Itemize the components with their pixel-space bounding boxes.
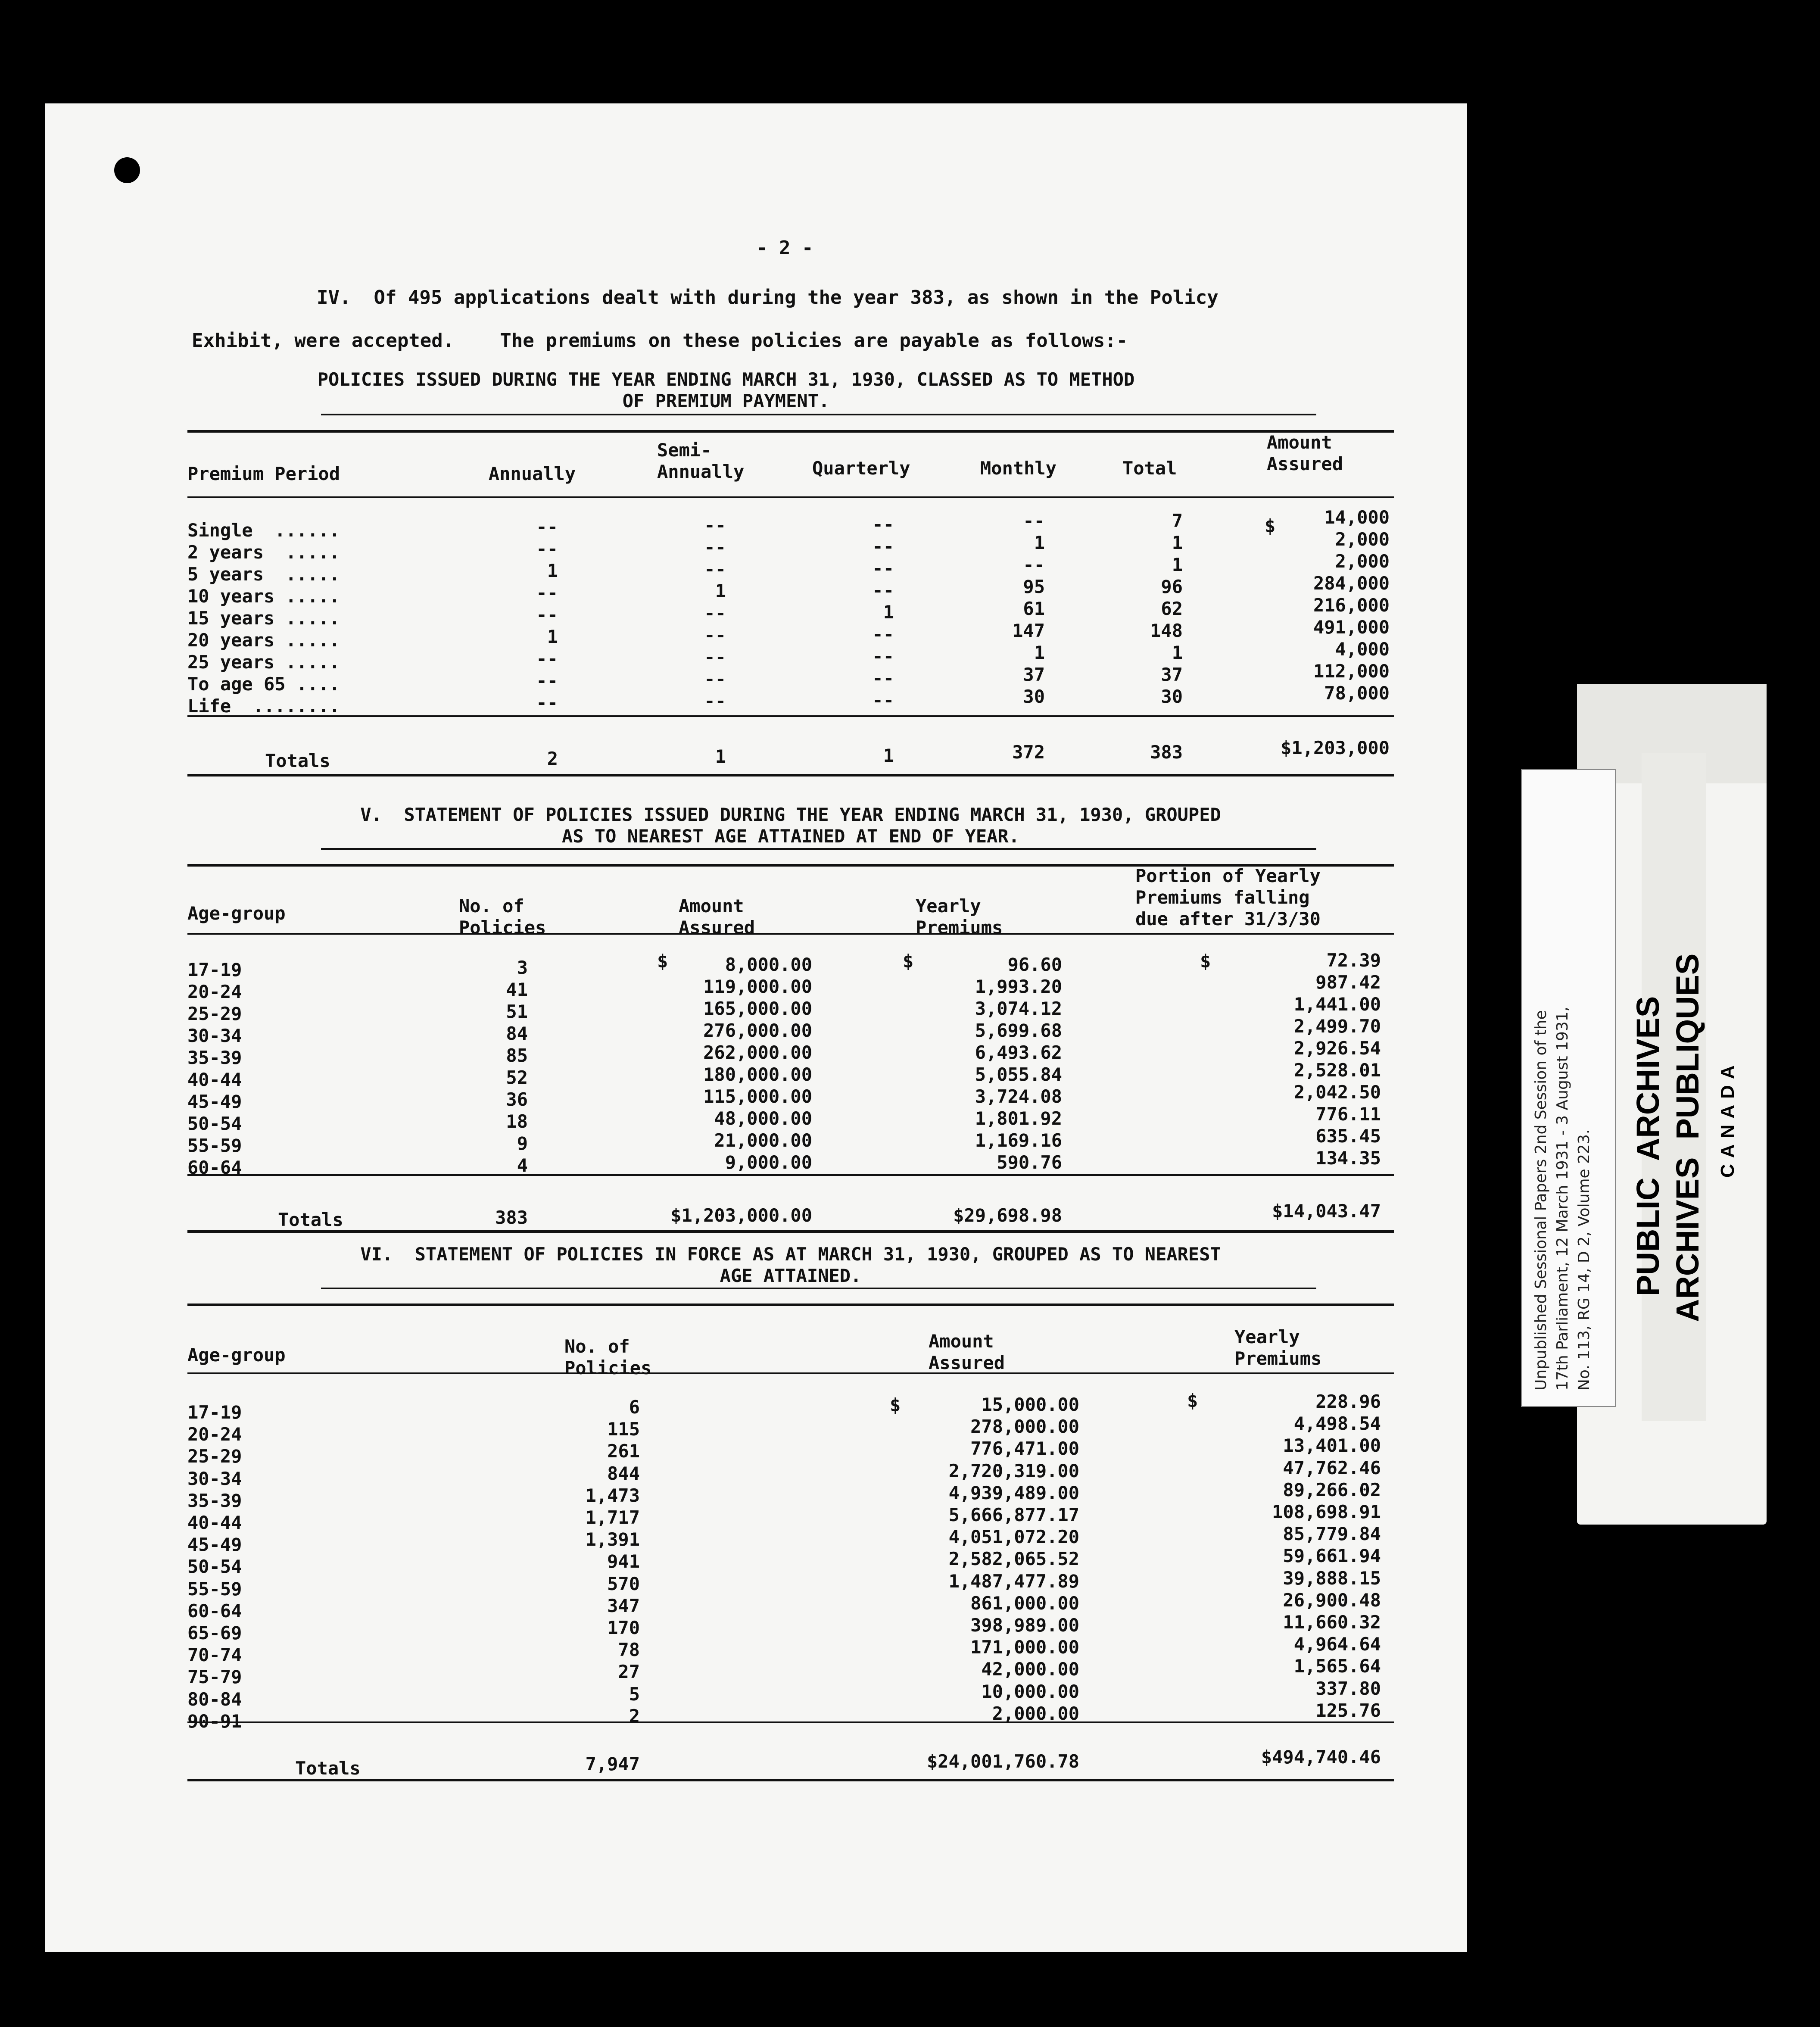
total-amount: $1,203,000 xyxy=(1281,737,1390,758)
policy-count-cell: 3 xyxy=(517,957,528,978)
amount-assured-cell: 398,989.00 xyxy=(970,1615,1079,1636)
monthly-cell: 95 xyxy=(1023,576,1045,597)
yearly-premiums-cell: 1,169.16 xyxy=(975,1130,1062,1151)
header-total: Total xyxy=(1122,458,1177,479)
portion-due-cell: 2,528.01 xyxy=(1293,1060,1381,1081)
amount-assured-cell: 4,051,072.20 xyxy=(948,1526,1079,1548)
portion-due-cell: 2,042.50 xyxy=(1293,1082,1381,1103)
total-cell: 148 xyxy=(1150,620,1183,641)
amount-assured-cell: 171,000.00 xyxy=(970,1637,1079,1658)
semi-annually-cell: -- xyxy=(704,690,726,711)
yearly-premiums-cell: 47,762.46 xyxy=(1283,1457,1381,1478)
yearly-premiums-cell: 4,498.54 xyxy=(1293,1413,1381,1434)
amount-assured-cell: 48,000.00 xyxy=(714,1108,812,1129)
monthly-cell: 1 xyxy=(1034,642,1045,663)
table-v-end-rule xyxy=(187,1230,1394,1233)
amount-assured-cell: 262,000.00 xyxy=(703,1042,812,1063)
premium-period-label: 5 years ..... xyxy=(187,564,340,585)
yearly-premiums-cell: 337.80 xyxy=(1315,1678,1381,1699)
header-amount-assured: Amount Assured xyxy=(679,895,755,938)
age-group-cell: 80-84 xyxy=(187,1688,242,1710)
amount-assured-cell: 278,000.00 xyxy=(970,1416,1079,1438)
policy-count-cell: 570 xyxy=(607,1573,640,1594)
premium-period-label: 25 years ..... xyxy=(187,652,340,673)
amount-assured-cell: 776,471.00 xyxy=(970,1438,1079,1459)
table-vi-title-2: AGE ATTAINED. xyxy=(720,1265,862,1286)
premium-period-label: 20 years ..... xyxy=(187,630,340,651)
archive-reference-slip xyxy=(1521,769,1616,1407)
semi-annually-cell: -- xyxy=(704,646,726,667)
age-group-cell: 20-24 xyxy=(187,1424,242,1445)
total-quarterly: 1 xyxy=(883,745,894,766)
total-semi: 1 xyxy=(715,746,726,767)
amount-assured-cell: 1,487,477.89 xyxy=(948,1570,1079,1592)
premium-period-label: Single ...... xyxy=(187,520,340,541)
quarterly-cell: -- xyxy=(872,646,894,667)
yearly-premiums-cell: 3,724.08 xyxy=(975,1086,1062,1107)
portion-due-cell: 1,441.00 xyxy=(1293,994,1381,1015)
policy-count-cell: 6 xyxy=(629,1397,640,1418)
yearly-premiums-cell: 3,074.12 xyxy=(975,998,1062,1019)
table-iv-title-1: POLICIES ISSUED DURING THE YEAR ENDING MARCH 31, 1930, CLASSED AS TO METHOD xyxy=(317,369,1135,390)
yearly-premiums-cell: 89,266.02 xyxy=(1283,1479,1381,1500)
quarterly-cell: 1 xyxy=(883,602,894,623)
yearly-premiums-cell: 39,888.15 xyxy=(1283,1567,1381,1589)
archive-card-line-1: PUBLIC ARCHIVES xyxy=(1630,996,1666,1296)
age-group-cell: 35-39 xyxy=(187,1047,242,1068)
table-v-title-2: AS TO NEAREST AGE ATTAINED AT END OF YEAR. xyxy=(561,826,1020,847)
age-group-cell: 60-64 xyxy=(187,1600,242,1622)
annually-cell: -- xyxy=(536,604,558,625)
dollar-sign: $ xyxy=(903,951,914,972)
total-amount: $24,001,760.78 xyxy=(926,1751,1079,1772)
yearly-premiums-cell: 1,801.92 xyxy=(975,1108,1062,1129)
table-vi-title-underline xyxy=(321,1288,1316,1289)
policy-count-cell: 1,391 xyxy=(585,1529,640,1550)
semi-annually-cell: -- xyxy=(704,602,726,624)
amount-assured-cell: 2,000 xyxy=(1335,529,1390,550)
table-iv-end-rule xyxy=(187,774,1394,776)
header-age-group: Age-group xyxy=(187,903,286,924)
policy-count-cell: 78 xyxy=(618,1639,640,1661)
header-yearly-premiums: Yearly Premiums xyxy=(1234,1326,1322,1369)
table-v-title-underline xyxy=(321,848,1316,850)
monthly-cell: 1 xyxy=(1034,532,1045,553)
annually-cell: 1 xyxy=(547,626,558,647)
table-iv-bottom-rule xyxy=(187,715,1394,717)
table-vi-bottom-rule xyxy=(187,1721,1394,1723)
policy-count-cell: 1,473 xyxy=(585,1484,640,1506)
yearly-premiums-cell: 108,698.91 xyxy=(1272,1501,1381,1522)
amount-assured-cell: 276,000.00 xyxy=(703,1020,812,1041)
amount-assured-cell: 491,000 xyxy=(1313,617,1390,638)
archive-card-line-2: ARCHIVES PUBLIQUES xyxy=(1670,953,1705,1322)
policy-count-cell: 27 xyxy=(618,1661,640,1683)
policy-count-cell: 261 xyxy=(607,1441,640,1462)
header-amount-assured: Amount Assured xyxy=(1267,432,1343,474)
header-premium-period: Premium Period xyxy=(187,463,340,484)
policy-count-cell: 41 xyxy=(506,979,528,1000)
yearly-premiums-cell: 4,964.64 xyxy=(1293,1634,1381,1655)
age-group-cell: 55-59 xyxy=(187,1578,242,1600)
portion-due-cell: 635.45 xyxy=(1315,1126,1381,1147)
dollar-sign: $ xyxy=(657,951,668,972)
total-cell: 62 xyxy=(1161,598,1183,619)
premium-period-label: 2 years ..... xyxy=(187,542,340,563)
total-cell: 30 xyxy=(1161,686,1183,707)
yearly-premiums-cell: 5,699.68 xyxy=(975,1020,1062,1041)
portion-due-cell: 134.35 xyxy=(1315,1148,1381,1169)
age-group-cell: 40-44 xyxy=(187,1069,242,1090)
portion-due-cell: 72.39 xyxy=(1326,950,1381,971)
total-cell: 1 xyxy=(1172,554,1183,575)
totals-label: Totals xyxy=(278,1209,343,1230)
amount-assured-cell: 78,000 xyxy=(1324,683,1390,704)
semi-annually-cell: -- xyxy=(704,668,726,689)
yearly-premiums-cell: 85,779.84 xyxy=(1283,1523,1381,1545)
total-annually: 2 xyxy=(547,748,558,769)
policy-count-cell: 4 xyxy=(517,1155,528,1176)
age-group-cell: 25-29 xyxy=(187,1446,242,1467)
age-group-cell: 50-54 xyxy=(187,1556,242,1578)
portion-due-cell: 776.11 xyxy=(1315,1104,1381,1125)
amount-assured-cell: 14,000 xyxy=(1324,507,1390,528)
archive-card-line-3: CANADA xyxy=(1717,1059,1738,1178)
yearly-premiums-cell: 5,055.84 xyxy=(975,1064,1062,1085)
policy-count-cell: 9 xyxy=(517,1133,528,1154)
quarterly-cell: -- xyxy=(872,580,894,601)
amount-assured-cell: 15,000.00 xyxy=(981,1394,1079,1415)
amount-assured-cell: 2,000.00 xyxy=(992,1703,1079,1724)
age-group-cell: 35-39 xyxy=(187,1490,242,1511)
total-premiums: $29,698.98 xyxy=(953,1205,1062,1226)
amount-assured-cell: 8,000.00 xyxy=(725,954,812,975)
policy-count-cell: 347 xyxy=(607,1595,640,1616)
policy-count-cell: 84 xyxy=(506,1023,528,1044)
yearly-premiums-cell: 228.96 xyxy=(1315,1391,1381,1412)
monthly-cell: 30 xyxy=(1023,686,1045,707)
amount-assured-cell: 119,000.00 xyxy=(703,976,812,997)
premium-period-label: 10 years ..... xyxy=(187,586,340,607)
semi-annually-cell: -- xyxy=(704,558,726,580)
age-group-cell: 60-64 xyxy=(187,1157,242,1178)
amount-assured-cell: 115,000.00 xyxy=(703,1086,812,1107)
age-group-cell: 45-49 xyxy=(187,1091,242,1112)
quarterly-cell: -- xyxy=(872,689,894,711)
total-monthly: 372 xyxy=(1012,742,1045,763)
table-vi-end-rule xyxy=(187,1779,1394,1781)
header-quarterly: Quarterly xyxy=(812,458,910,479)
monthly-cell: -- xyxy=(1023,510,1045,531)
portion-due-cell: 987.42 xyxy=(1315,972,1381,993)
table-iv-top-rule xyxy=(187,430,1394,433)
semi-annually-cell: -- xyxy=(704,536,726,558)
yearly-premiums-cell: 26,900.48 xyxy=(1283,1589,1381,1611)
header-annually: Annually xyxy=(488,463,576,484)
policy-count-cell: 1,717 xyxy=(585,1507,640,1528)
quarterly-cell: -- xyxy=(872,536,894,557)
yearly-premiums-cell: 96.60 xyxy=(1007,954,1062,975)
annually-cell: -- xyxy=(536,538,558,559)
yearly-premiums-cell: 13,401.00 xyxy=(1283,1435,1381,1456)
dollar-sign: $ xyxy=(1187,1390,1198,1411)
dollar-sign: $ xyxy=(1265,515,1276,536)
age-group-cell: 65-69 xyxy=(187,1622,242,1643)
total-cell: 7 xyxy=(1172,510,1183,531)
policy-count-cell: 18 xyxy=(506,1111,528,1132)
premium-period-label: To age 65 .... xyxy=(187,674,340,695)
punch-hole xyxy=(114,157,140,183)
amount-assured-cell: 42,000.00 xyxy=(981,1659,1079,1680)
table-vi-title-1: VI. STATEMENT OF POLICIES IN FORCE AS AT MARCH 31, 1930, GROUPED AS TO NEAREST xyxy=(360,1244,1221,1265)
amount-assured-cell: 4,939,489.00 xyxy=(948,1482,1079,1503)
age-group-cell: 55-59 xyxy=(187,1135,242,1156)
total-total: 383 xyxy=(1150,742,1183,763)
archive-slip-line-3: No. 113, RG 14, D 2, Volume 223. xyxy=(1575,1129,1593,1391)
amount-assured-cell: 165,000.00 xyxy=(703,998,812,1019)
age-group-cell: 90-91 xyxy=(187,1710,242,1732)
table-v-header-rule xyxy=(187,933,1394,935)
header-amount-assured: Amount Assured xyxy=(929,1331,1005,1373)
header-monthly: Monthly xyxy=(980,458,1057,479)
table-v-title-1: V. STATEMENT OF POLICIES ISSUED DURING THE YEAR ENDING MARCH 31, 1930, GROUPED xyxy=(360,804,1221,825)
yearly-premiums-cell: 6,493.62 xyxy=(975,1042,1062,1063)
total-cell: 1 xyxy=(1172,642,1183,663)
table-vi-top-rule xyxy=(187,1304,1394,1306)
age-group-cell: 45-49 xyxy=(187,1534,242,1556)
monthly-cell: -- xyxy=(1023,554,1045,575)
document-page xyxy=(45,103,1467,1952)
age-group-cell: 25-29 xyxy=(187,1003,242,1024)
annually-cell: -- xyxy=(536,582,558,603)
amount-assured-cell: 284,000 xyxy=(1313,573,1390,594)
monthly-cell: 147 xyxy=(1012,620,1045,641)
quarterly-cell: -- xyxy=(872,514,894,535)
table-iv-header-rule xyxy=(187,496,1394,498)
amount-assured-cell: 2,720,319.00 xyxy=(948,1460,1079,1481)
age-group-cell: 70-74 xyxy=(187,1644,242,1666)
totals-label: Totals xyxy=(265,750,330,771)
header-no-of-policies: No. of Policies xyxy=(459,895,546,938)
amount-assured-cell: 180,000.00 xyxy=(703,1064,812,1085)
semi-annually-cell: -- xyxy=(704,515,726,536)
age-group-cell: 30-34 xyxy=(187,1468,242,1489)
intro-line-1: IV. Of 495 applications dealt with during the year 383, as shown in the Policy xyxy=(317,287,1219,309)
semi-annually-cell: -- xyxy=(704,624,726,646)
policy-count-cell: 85 xyxy=(506,1045,528,1066)
total-amount: $1,203,000.00 xyxy=(670,1205,812,1226)
annually-cell: -- xyxy=(536,670,558,691)
quarterly-cell: -- xyxy=(872,558,894,579)
policy-count-cell: 52 xyxy=(506,1067,528,1088)
policy-count-cell: 2 xyxy=(629,1705,640,1727)
monthly-cell: 61 xyxy=(1023,598,1045,619)
quarterly-cell: -- xyxy=(872,667,894,689)
age-group-cell: 17-19 xyxy=(187,959,242,980)
header-portion-due: Portion of Yearly Premiums falling due after 31/3/30 xyxy=(1135,865,1321,929)
yearly-premiums-cell: 1,565.64 xyxy=(1293,1656,1381,1677)
dollar-sign: $ xyxy=(890,1394,901,1416)
table-vi-header-rule xyxy=(187,1372,1394,1374)
intro-line-2: Exhibit, were accepted. The premiums on these policies are payable as follows:- xyxy=(192,330,1128,352)
premium-period-label: Life ........ xyxy=(187,695,340,717)
policy-count-cell: 170 xyxy=(607,1617,640,1638)
yearly-premiums-cell: 125.76 xyxy=(1315,1700,1381,1721)
monthly-cell: 37 xyxy=(1023,664,1045,685)
amount-assured-cell: 5,666,877.17 xyxy=(948,1504,1079,1525)
amount-assured-cell: 216,000 xyxy=(1313,595,1390,616)
yearly-premiums-cell: 590.76 xyxy=(997,1152,1062,1173)
dollar-sign: $ xyxy=(1200,951,1211,972)
premium-period-label: 15 years ..... xyxy=(187,608,340,629)
quarterly-cell: -- xyxy=(872,624,894,645)
annually-cell: -- xyxy=(536,516,558,537)
amount-assured-cell: 112,000 xyxy=(1313,661,1390,682)
semi-annually-cell: 1 xyxy=(715,580,726,602)
amount-assured-cell: 861,000.00 xyxy=(970,1592,1079,1614)
header-semi-annually: Semi- Annually xyxy=(657,440,745,482)
table-iv-title-2: OF PREMIUM PAYMENT. xyxy=(622,390,830,412)
total-portion: $14,043.47 xyxy=(1272,1201,1381,1222)
total-premiums: $494,740.46 xyxy=(1261,1746,1381,1768)
header-age-group: Age-group xyxy=(187,1344,286,1366)
policy-count-cell: 51 xyxy=(506,1001,528,1022)
header-yearly-premiums: Yearly Premiums xyxy=(916,895,1003,938)
total-count: 7,947 xyxy=(585,1753,640,1774)
policy-count-cell: 5 xyxy=(629,1683,640,1705)
total-count: 383 xyxy=(495,1207,528,1228)
annually-cell: -- xyxy=(536,648,558,669)
annually-cell: 1 xyxy=(547,560,558,581)
age-group-cell: 40-44 xyxy=(187,1512,242,1533)
policy-count-cell: 36 xyxy=(506,1089,528,1110)
total-cell: 37 xyxy=(1161,664,1183,685)
portion-due-cell: 2,499.70 xyxy=(1293,1016,1381,1037)
amount-assured-cell: 21,000.00 xyxy=(714,1130,812,1151)
amount-assured-cell: 2,582,065.52 xyxy=(948,1548,1079,1570)
archive-slip-line-2: 17th Parliament, 12 March 1931 - 3 August 1931, xyxy=(1554,1007,1571,1391)
age-group-cell: 20-24 xyxy=(187,981,242,1002)
yearly-premiums-cell: 1,993.20 xyxy=(975,976,1062,997)
table-iv-title-underline xyxy=(321,414,1316,415)
annually-cell: -- xyxy=(536,692,558,713)
age-group-cell: 17-19 xyxy=(187,1402,242,1423)
policy-count-cell: 844 xyxy=(607,1463,640,1484)
amount-assured-cell: 9,000.00 xyxy=(725,1152,812,1173)
totals-label: Totals xyxy=(295,1758,361,1779)
amount-assured-cell: 2,000 xyxy=(1335,551,1390,572)
amount-assured-cell: 10,000.00 xyxy=(981,1681,1079,1702)
amount-assured-cell: 4,000 xyxy=(1335,639,1390,660)
total-cell: 96 xyxy=(1161,576,1183,597)
page-number: - 2 - xyxy=(756,237,813,259)
yearly-premiums-cell: 59,661.94 xyxy=(1283,1545,1381,1567)
yearly-premiums-cell: 11,660.32 xyxy=(1283,1612,1381,1633)
total-cell: 1 xyxy=(1172,532,1183,553)
portion-due-cell: 2,926.54 xyxy=(1293,1038,1381,1059)
age-group-cell: 50-54 xyxy=(187,1113,242,1134)
age-group-cell: 30-34 xyxy=(187,1025,242,1046)
policy-count-cell: 941 xyxy=(607,1551,640,1572)
policy-count-cell: 115 xyxy=(607,1419,640,1440)
age-group-cell: 75-79 xyxy=(187,1666,242,1688)
table-v-bottom-rule xyxy=(187,1174,1394,1176)
archive-slip-line-1: Unpublished Sessional Papers 2nd Session of the xyxy=(1532,1010,1550,1391)
header-no-of-policies: No. of Policies xyxy=(564,1336,652,1378)
